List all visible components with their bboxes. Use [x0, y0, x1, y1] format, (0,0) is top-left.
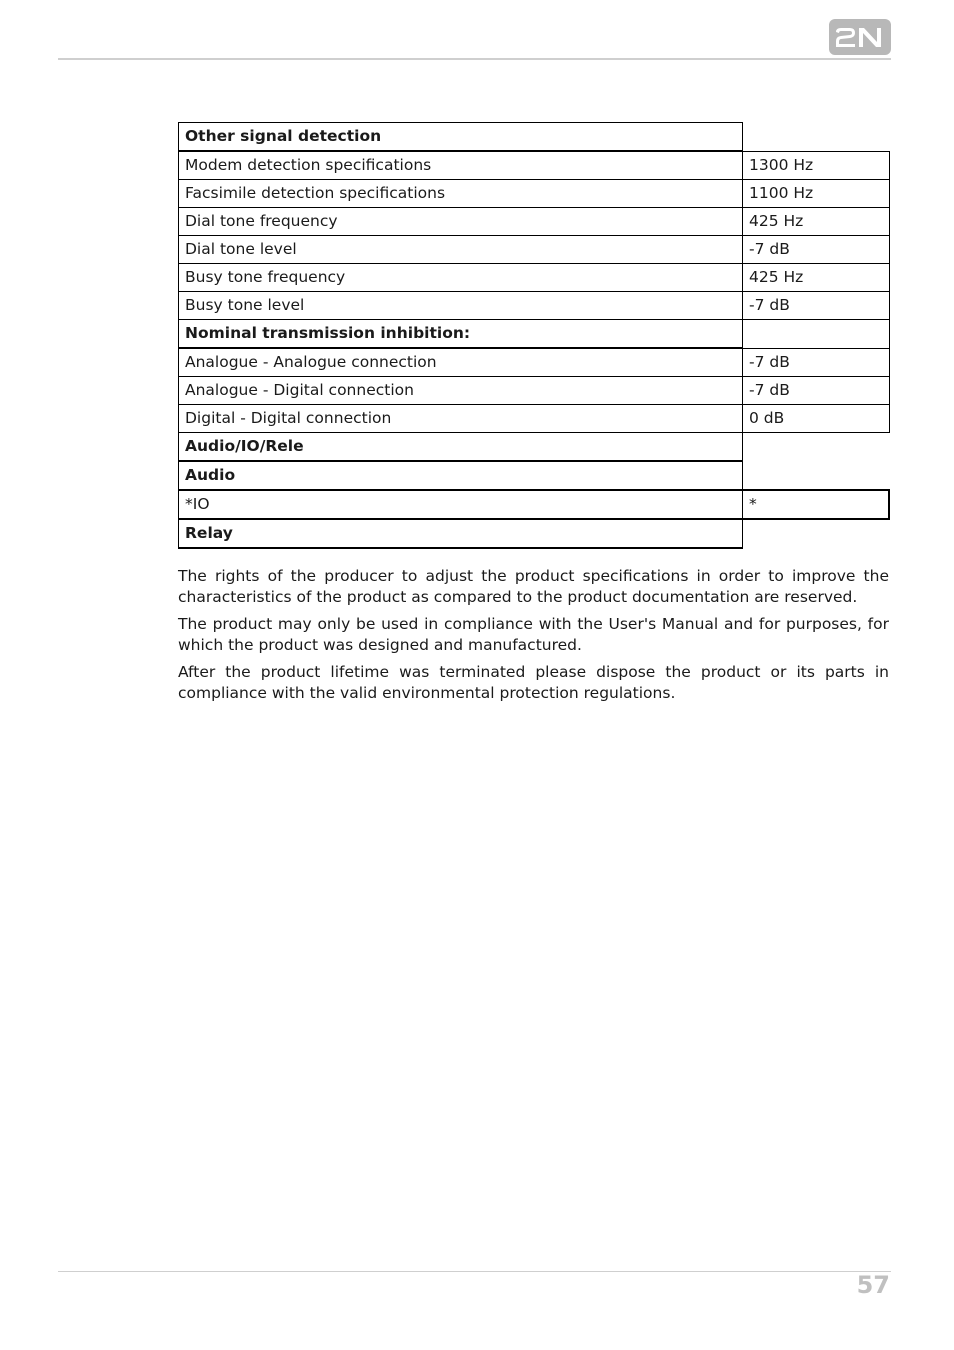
spec-label: Busy tone level — [179, 292, 743, 320]
paragraph-specifications-rights: The rights of the producer to adjust the product specifications in order to improve the characteristics of the product as compared to the product documentation are reserved. — [178, 567, 889, 606]
table-section-row — [179, 123, 890, 152]
spec-label: Dial tone level — [179, 236, 743, 264]
spec-value — [743, 461, 890, 490]
spec-value: -7 dB — [743, 292, 890, 320]
spec-value: 1300 Hz — [743, 151, 890, 180]
spec-value: -7 dB — [743, 236, 890, 264]
spec-value: 0 dB — [743, 405, 890, 433]
page-number: 57 — [856, 1271, 890, 1299]
table-row — [179, 264, 890, 292]
specifications-table — [178, 122, 890, 549]
header-rule — [58, 58, 891, 60]
spec-value — [743, 433, 890, 462]
table-section-row — [179, 320, 890, 349]
spec-label: Facsimile detection specifications — [179, 180, 743, 208]
spec-label: Dial tone frequency — [179, 208, 743, 236]
table-row — [179, 405, 890, 433]
spec-label: Modem detection specifications — [179, 151, 743, 180]
spec-label: Analogue - Digital connection — [179, 377, 743, 405]
logo-mark-icon — [833, 25, 887, 49]
table-row — [179, 180, 890, 208]
table-row — [179, 292, 890, 320]
table-section-row — [179, 433, 890, 462]
table-row — [179, 151, 890, 180]
section-heading: Audio — [179, 461, 743, 490]
spec-value — [743, 519, 890, 548]
spec-label: Digital - Digital connection — [179, 405, 743, 433]
table-section-row — [179, 519, 890, 548]
table-row — [179, 490, 890, 519]
spec-value — [743, 123, 890, 152]
table-row — [179, 348, 890, 377]
footer-rule — [58, 1271, 891, 1272]
table-row — [179, 208, 890, 236]
section-heading: Nominal transmission inhibition: — [179, 320, 743, 349]
table-section-row — [179, 461, 890, 490]
spec-value: * — [743, 490, 890, 519]
section-heading: Other signal detection — [179, 123, 743, 152]
paragraph-disposal: After the product lifetime was terminated please dispose the product or its parts in compliance with the valid environmental protection regulations. — [178, 663, 889, 702]
spec-label: *IO — [179, 490, 743, 519]
section-heading: Audio/IO/Rele — [179, 433, 743, 462]
section-heading: Relay — [179, 519, 743, 548]
spec-label: Analogue - Analogue connection — [179, 348, 743, 377]
spec-value: 1100 Hz — [743, 180, 890, 208]
spec-value: -7 dB — [743, 377, 890, 405]
table-row — [179, 236, 890, 264]
paragraph-usage-compliance: The product may only be used in compliance with the User's Manual and for purposes, for which the product was designed and manufactured. — [178, 615, 889, 654]
brand-logo — [829, 19, 891, 55]
table-row — [179, 377, 890, 405]
spec-value: 425 Hz — [743, 208, 890, 236]
spec-value: -7 dB — [743, 348, 890, 377]
disclaimer-text — [178, 566, 889, 710]
spec-value — [743, 320, 890, 349]
spec-label: Busy tone frequency — [179, 264, 743, 292]
spec-value: 425 Hz — [743, 264, 890, 292]
